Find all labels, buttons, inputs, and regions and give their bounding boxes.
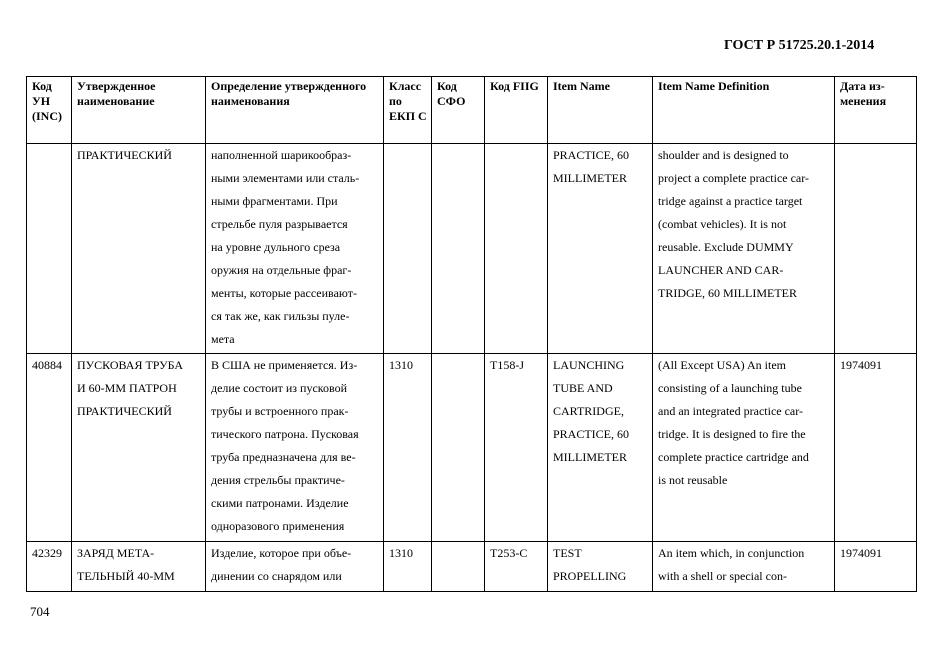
column-header-ekps-class: Класс по ЕКП С	[384, 77, 432, 144]
approved-definition-cell: Изделие, которое при объе- динении со снарядом или	[206, 542, 384, 592]
column-header-approved-definition: Определение утвержденного наименования	[206, 77, 384, 144]
inc-code-cell: 40884	[27, 354, 72, 542]
change-date-cell: 1974091	[835, 354, 917, 542]
ekps-class-cell: 1310	[384, 354, 432, 542]
item-name-definition-cell: An item which, in conjunction with a shell or special con-	[653, 542, 835, 592]
page-number: 704	[30, 604, 50, 619]
approved-name-cell: ПРАКТИЧЕСКИЙ	[72, 144, 206, 354]
column-header-change-date: Дата из-менения	[835, 77, 917, 144]
item-name-cell: TEST PROPELLING	[548, 542, 653, 592]
approved-definition-cell: В США не применяется. Из- делие состоит из пусковой трубы и встроенного прак- тического патрона. Пусковая труба предназначена для ве- дения стрельбы практиче- скими патронами. Изделие одноразового применения	[206, 354, 384, 542]
column-header-item-name: Item Name	[548, 77, 653, 144]
ekps-class-cell: 1310	[384, 542, 432, 592]
approved-definition-cell: наполненной шарикообраз- ными элементами или сталь- ными фрагментами. При стрельбе пуля разрывается на уровне дульного среза оружия на отдельные фраг- менты, которые рассеивают- ся так же, как гильзы пуле- мета	[206, 144, 384, 354]
item-name-cell: LAUNCHING TUBE AND CARTRIDGE, PRACTICE, 60 MILLIMETER	[548, 354, 653, 542]
column-header-fiig-code: Код FIIG	[485, 77, 548, 144]
sfo-code-cell	[432, 144, 485, 354]
fiig-code-cell: T253-C	[485, 542, 548, 592]
inc-code-cell	[27, 144, 72, 354]
column-header-item-name-definition: Item Name Definition	[653, 77, 835, 144]
ekps-class-cell	[384, 144, 432, 354]
column-header-inc-code: Код УН (INC)	[27, 77, 72, 144]
approved-name-cell: ЗАРЯД МЕТА- ТЕЛЬНЫЙ 40-ММ	[72, 542, 206, 592]
column-header-sfo-code: Код СФО	[432, 77, 485, 144]
sfo-code-cell	[432, 542, 485, 592]
item-name-cell: PRACTICE, 60 MILLIMETER	[548, 144, 653, 354]
column-header-approved-name: Утвержденное наименование	[72, 77, 206, 144]
sfo-code-cell	[432, 354, 485, 542]
change-date-cell	[835, 144, 917, 354]
item-name-definition-cell: (All Except USA) An item consisting of a launching tube and an integrated practice car- tridge. It is designed to fire the complete practice cartridge and is not reusable	[653, 354, 835, 542]
fiig-code-cell: T158-J	[485, 354, 548, 542]
item-name-definition-cell: shoulder and is designed to project a complete practice car- tridge against a practice target (combat vehicles). It is not reusable. Exclude DUMMY LAUNCHER AND CAR- TRIDGE, 60 MILLIMETER	[653, 144, 835, 354]
document-standard-number: ГОСТ Р 51725.20.1-2014	[724, 38, 875, 53]
table-row	[27, 542, 917, 592]
change-date-cell: 1974091	[835, 542, 917, 592]
table-header-row	[27, 77, 917, 144]
nomenclature-table	[26, 76, 917, 592]
table-row	[27, 354, 917, 542]
inc-code-cell: 42329	[27, 542, 72, 592]
table-row	[27, 144, 917, 354]
fiig-code-cell	[485, 144, 548, 354]
approved-name-cell: ПУСКОВАЯ ТРУБА И 60-ММ ПАТРОН ПРАКТИЧЕСКИЙ	[72, 354, 206, 542]
